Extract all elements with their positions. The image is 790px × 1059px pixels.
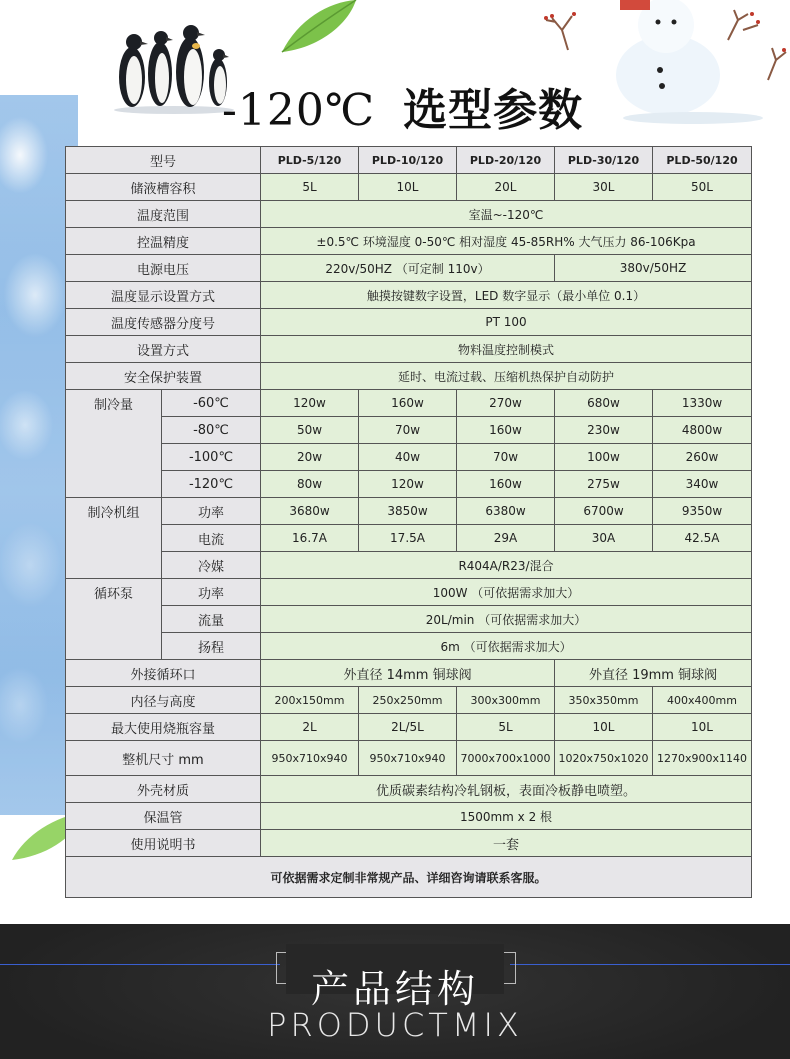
- row-label: 设置方式: [66, 336, 261, 363]
- penguin-group-image: [112, 22, 237, 114]
- row-label: 温度传感器分度号: [66, 309, 261, 336]
- value-cell: 4800w: [653, 417, 752, 444]
- twig-decoration: [538, 6, 590, 52]
- value-cell: 300x300mm: [457, 687, 555, 714]
- value-cell: 70w: [359, 417, 457, 444]
- value-cell: 1330w: [653, 390, 752, 417]
- title-temperature: -120℃: [222, 85, 376, 136]
- table-row-note: [66, 857, 752, 898]
- value-cell: 外直径 14mm 铜球阀: [261, 660, 555, 687]
- model-cell: PLD-50/120: [653, 147, 752, 174]
- leaf-decoration-top: [278, 0, 358, 55]
- table-row-temp-range: [66, 201, 752, 228]
- table-row-tank: [66, 174, 752, 201]
- row-label: 最大使用烧瓶容量: [66, 714, 261, 741]
- value-cell: 100w: [555, 444, 653, 471]
- value-cell: ±0.5℃ 环境湿度 0-50℃ 相对湿度 45-85RH% 大气压力 86-106Kpa: [261, 228, 752, 255]
- page-title: [222, 74, 583, 138]
- value-cell: 230w: [555, 417, 653, 444]
- model-cell: PLD-10/120: [359, 147, 457, 174]
- row-group-label: 制冷量: [66, 390, 162, 498]
- value-cell: 275w: [555, 471, 653, 498]
- value-cell: 1500mm x 2 根: [261, 803, 752, 830]
- table-row-unit-power: [66, 498, 752, 525]
- value-cell: 6m （可依据需求加大）: [261, 633, 752, 660]
- value-cell: 30L: [555, 174, 653, 201]
- value-cell: 3850w: [359, 498, 457, 525]
- table-row-ext-port: [66, 660, 752, 687]
- table-row-cooling-60: [66, 390, 752, 417]
- banner-title: 产品结构: [310, 967, 479, 1011]
- row-label: 型号: [66, 147, 261, 174]
- banner-subtitle: PRODUCTMIX: [267, 1006, 523, 1044]
- value-cell: 10L: [653, 714, 752, 741]
- model-cell: PLD-5/120: [261, 147, 359, 174]
- value-cell: 29A: [457, 525, 555, 552]
- table-row-inner: [66, 687, 752, 714]
- value-cell: 1020x750x1020: [555, 741, 653, 776]
- table-row-display: [66, 282, 752, 309]
- value-cell: 物料温度控制模式: [261, 336, 752, 363]
- value-cell: 120w: [261, 390, 359, 417]
- value-cell: 17.5A: [359, 525, 457, 552]
- sub-label: -80℃: [162, 417, 261, 444]
- value-cell: 220v/50HZ （可定制 110v）: [261, 255, 555, 282]
- table-row-pump-lift: [66, 633, 752, 660]
- sub-label: -60℃: [162, 390, 261, 417]
- value-cell: 340w: [653, 471, 752, 498]
- value-cell: 160w: [359, 390, 457, 417]
- value-cell: 6700w: [555, 498, 653, 525]
- sub-label: 电流: [162, 525, 261, 552]
- row-label: 整机尺寸 mm: [66, 741, 261, 776]
- value-cell: 350x350mm: [555, 687, 653, 714]
- table-row-size: [66, 741, 752, 776]
- value-cell: 室温~-120℃: [261, 201, 752, 228]
- value-cell: 680w: [555, 390, 653, 417]
- value-cell: 70w: [457, 444, 555, 471]
- value-cell: 380v/50HZ: [555, 255, 752, 282]
- row-label: 安全保护装置: [66, 363, 261, 390]
- value-cell: 触摸按键数字设置，LED 数字显示（最小单位 0.1）: [261, 282, 752, 309]
- spec-table: [65, 146, 752, 898]
- value-cell: 20w: [261, 444, 359, 471]
- value-cell: 42.5A: [653, 525, 752, 552]
- value-cell: R404A/R23/混合: [261, 552, 752, 579]
- row-label: 保温管: [66, 803, 261, 830]
- row-label: 温度范围: [66, 201, 261, 228]
- value-cell: 外直径 19mm 铜球阀: [555, 660, 752, 687]
- row-label: 控温精度: [66, 228, 261, 255]
- value-cell: 20L: [457, 174, 555, 201]
- value-cell: 2L: [261, 714, 359, 741]
- row-group-label: 循环泵: [66, 579, 162, 660]
- custom-note: 可依据需求定制非常规产品、详细咨询请联系客服。: [66, 857, 752, 898]
- value-cell: 50L: [653, 174, 752, 201]
- table-row-cooling-120: [66, 471, 752, 498]
- value-cell: 40w: [359, 444, 457, 471]
- table-row-cooling-80: [66, 417, 752, 444]
- value-cell: 一套: [261, 830, 752, 857]
- value-cell: 9350w: [653, 498, 752, 525]
- value-cell: 10L: [555, 714, 653, 741]
- table-row-pump-power: [66, 579, 752, 606]
- value-cell: 30A: [555, 525, 653, 552]
- sub-label: 流量: [162, 606, 261, 633]
- table-row-manual: [66, 830, 752, 857]
- table-row-cooling-100: [66, 444, 752, 471]
- table-row-pipe: [66, 803, 752, 830]
- table-row-sensor: [66, 309, 752, 336]
- row-label: 电源电压: [66, 255, 261, 282]
- value-cell: 5L: [261, 174, 359, 201]
- value-cell: 3680w: [261, 498, 359, 525]
- value-cell: 100W （可依据需求加大）: [261, 579, 752, 606]
- value-cell: 200x150mm: [261, 687, 359, 714]
- row-label: 内径与高度: [66, 687, 261, 714]
- value-cell: 5L: [457, 714, 555, 741]
- sub-label: 冷媒: [162, 552, 261, 579]
- value-cell: 160w: [457, 417, 555, 444]
- model-cell: PLD-30/120: [555, 147, 653, 174]
- value-cell: 7000x700x1000: [457, 741, 555, 776]
- snowman-image: [608, 0, 790, 125]
- value-cell: 950x710x940: [359, 741, 457, 776]
- row-label: 温度显示设置方式: [66, 282, 261, 309]
- title-text: 选型参数: [403, 85, 584, 136]
- value-cell: 260w: [653, 444, 752, 471]
- model-cell: PLD-20/120: [457, 147, 555, 174]
- table-row-unit-refrigerant: [66, 552, 752, 579]
- value-cell: 80w: [261, 471, 359, 498]
- value-cell: 950x710x940: [261, 741, 359, 776]
- value-cell: 16.7A: [261, 525, 359, 552]
- value-cell: 250x250mm: [359, 687, 457, 714]
- row-label: 使用说明书: [66, 830, 261, 857]
- table-row-flask: [66, 714, 752, 741]
- sub-label: 功率: [162, 579, 261, 606]
- value-cell: 160w: [457, 471, 555, 498]
- value-cell: 120w: [359, 471, 457, 498]
- table-row-precision: [66, 228, 752, 255]
- value-cell: 400x400mm: [653, 687, 752, 714]
- table-row-power: [66, 255, 752, 282]
- value-cell: PT 100: [261, 309, 752, 336]
- value-cell: 6380w: [457, 498, 555, 525]
- sub-label: -120℃: [162, 471, 261, 498]
- row-label: 储液槽容积: [66, 174, 261, 201]
- value-cell: 优质碳素结构冷轧钢板，表面冷板静电喷塑。: [261, 776, 752, 803]
- value-cell: 50w: [261, 417, 359, 444]
- table-row-unit-current: [66, 525, 752, 552]
- table-row-shell: [66, 776, 752, 803]
- value-cell: 10L: [359, 174, 457, 201]
- value-cell: 延时、电流过载、压缩机热保护自动防护: [261, 363, 752, 390]
- sub-label: -100℃: [162, 444, 261, 471]
- row-label: 外接循环口: [66, 660, 261, 687]
- product-structure-banner: [0, 924, 790, 1059]
- sub-label: 扬程: [162, 633, 261, 660]
- value-cell: 2L/5L: [359, 714, 457, 741]
- sub-label: 功率: [162, 498, 261, 525]
- value-cell: 20L/min （可依据需求加大）: [261, 606, 752, 633]
- table-row-model: [66, 147, 752, 174]
- value-cell: 270w: [457, 390, 555, 417]
- row-group-label: 制冷机组: [66, 498, 162, 579]
- table-row-safety: [66, 363, 752, 390]
- value-cell: 1270x900x1140: [653, 741, 752, 776]
- table-row-pump-flow: [66, 606, 752, 633]
- row-label: 外壳材质: [66, 776, 261, 803]
- table-row-setting: [66, 336, 752, 363]
